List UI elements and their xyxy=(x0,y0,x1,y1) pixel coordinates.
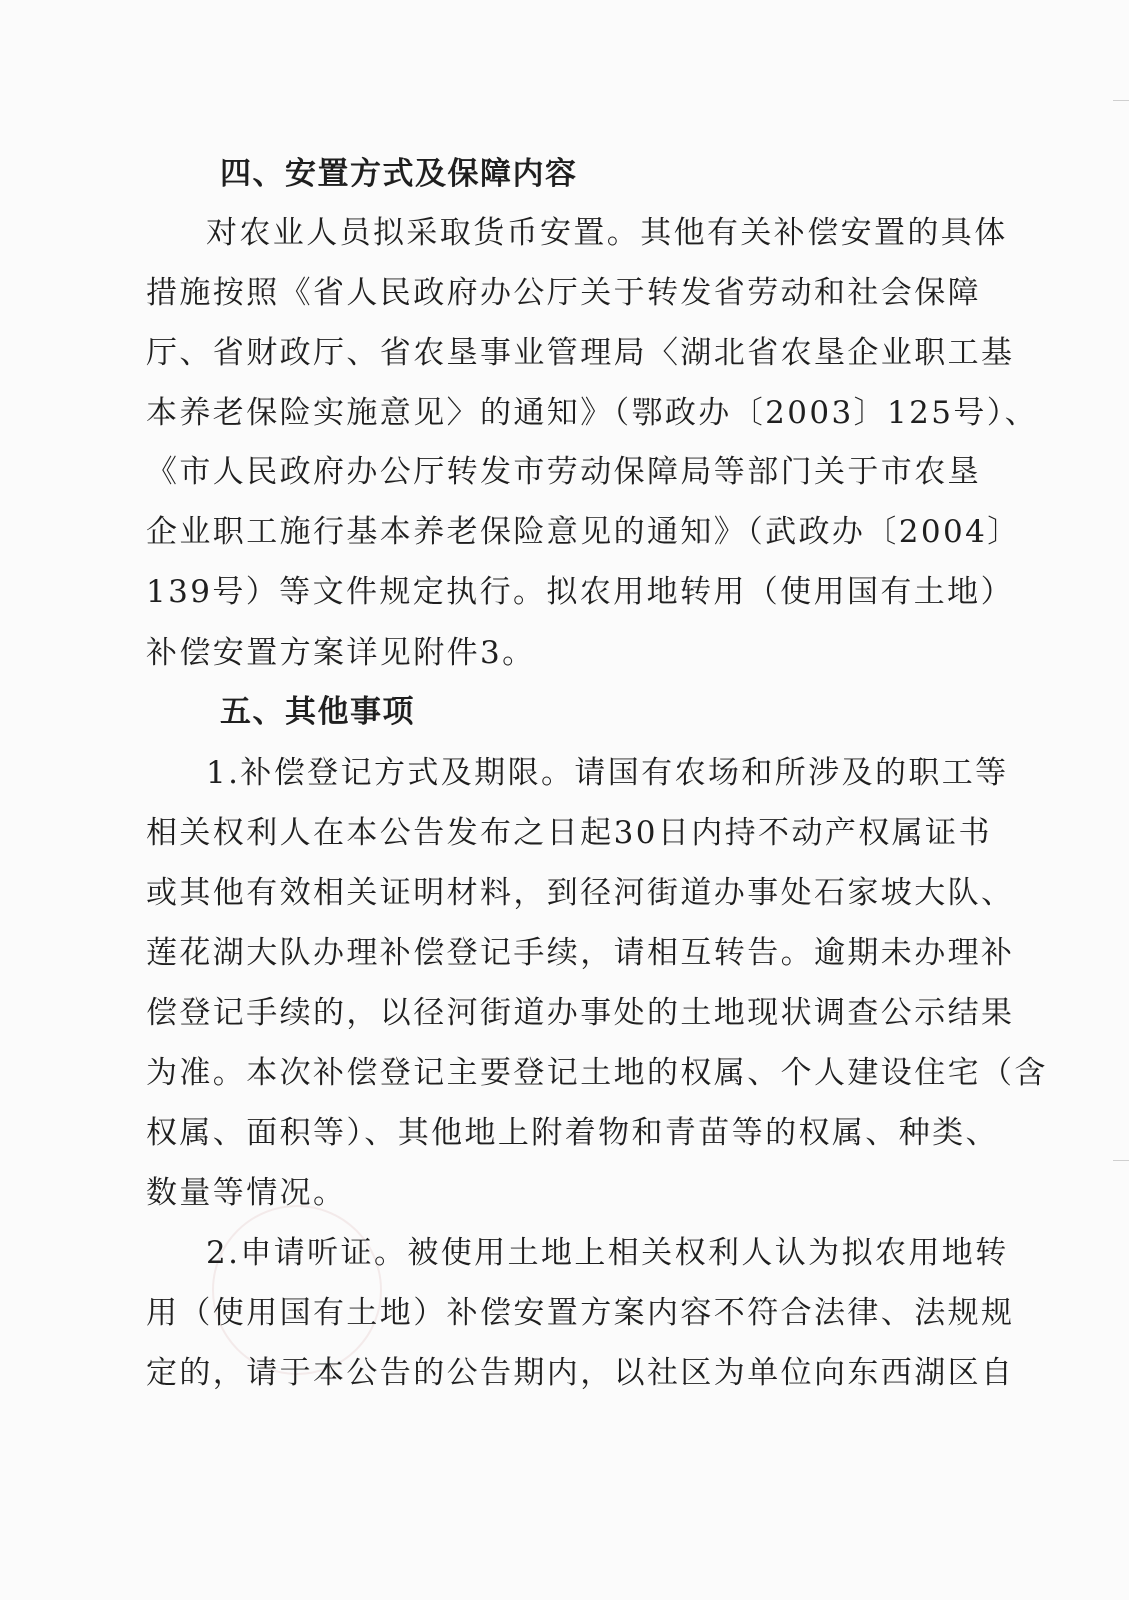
item-2-line-3: 定的，请于本公告的公告期内，以社区为单位向东西湖区自 xyxy=(146,1355,1015,1391)
item-1-line-8: 数量等情况。 xyxy=(146,1175,347,1211)
item-1-line-2: 相关权利人在本公告发布之日起30日内持不动产权属证书 xyxy=(146,815,992,851)
section-4-line-2: 措施按照《省人民政府办公厅关于转发省劳动和社会保障 xyxy=(146,275,981,311)
item-2-line-1: 2.申请听证。被使用土地上相关权利人认为拟农用地转 xyxy=(206,1235,1009,1271)
scan-edge-mark xyxy=(1113,100,1129,101)
item-1-line-6: 为准。本次补偿登记主要登记土地的权属、个人建设住宅（含 xyxy=(146,1055,1048,1091)
section-4-line-6: 企业职工施行基本养老保险意见的通知》（武政办〔2004〕 xyxy=(146,514,1021,550)
section-4-line-5: 《市人民政府办公厅转发市劳动保障局等部门关于市农垦 xyxy=(146,454,981,490)
item-1-line-5: 偿登记手续的，以径河街道办事处的土地现状调查公示结果 xyxy=(146,995,1015,1031)
section-5-heading: 五、其他事项 xyxy=(220,694,415,730)
item-1-line-4: 莲花湖大队办理补偿登记手续，请相互转告。逾期未办理补 xyxy=(146,935,1015,971)
section-4-heading: 四、安置方式及保障内容 xyxy=(220,156,578,192)
scan-edge-mark xyxy=(1113,1160,1129,1161)
section-4-line-7: 139号）等文件规定执行。拟农用地转用（使用国有土地） xyxy=(146,574,1014,610)
item-1-line-1: 1.补偿登记方式及期限。请国有农场和所涉及的职工等 xyxy=(206,755,1009,791)
section-4-line-1: 对农业人员拟采取货币安置。其他有关补偿安置的具体 xyxy=(206,215,1008,251)
item-1-line-7: 权属、面积等）、其他地上附着物和青苗等的权属、种类、 xyxy=(146,1115,999,1151)
official-seal-faint xyxy=(212,1205,382,1375)
section-4-line-4: 本养老保险实施意见〉的通知》（鄂政办〔2003〕125号）、 xyxy=(146,395,1039,431)
section-4-line-3: 厅、省财政厅、省农垦事业管理局〈湖北省农垦企业职工基 xyxy=(146,335,1015,371)
item-1-line-3: 或其他有效相关证明材料，到径河街道办事处石家坡大队、 xyxy=(146,875,1015,911)
item-2-line-2: 用（使用国有土地）补偿安置方案内容不符合法律、法规规 xyxy=(146,1295,1015,1331)
section-4-line-8: 补偿安置方案详见附件3。 xyxy=(146,635,536,671)
